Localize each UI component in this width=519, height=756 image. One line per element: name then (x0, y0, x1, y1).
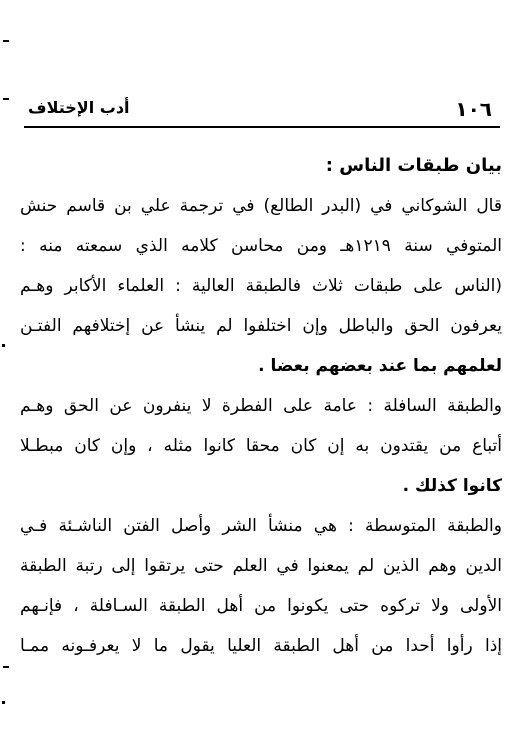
text-line: والطبقة المتوسطة : هي منشأ الشر وأصل الفتن الناشـئة فـي (20, 516, 502, 536)
scan-mark (2, 344, 5, 347)
text-line: يعرفون الحق والباطل وإن اختلفوا لم ينشأ عن إختلافهم الفتـن (20, 316, 502, 336)
scan-mark (3, 98, 9, 100)
text-line: والطبقة السافلة : عامة على الفطرة لا ينفرون عن الحق وهـم (20, 396, 502, 416)
text-line: المتوفي سنة ١٢١٩هـ ومن محاسن كلامه الذي سمعته منه : (20, 236, 502, 256)
text-line: لعلمهم بما عند بعضهم بعضا . (258, 356, 502, 376)
text-line: الأولى ولا تركوه حتى يكونوا من أهل الطبقة السـافلة ، فإنـهم (20, 596, 502, 616)
scan-mark (3, 666, 9, 668)
section-heading: بيان طبقات الناس : (325, 155, 502, 176)
page-body (20, 147, 502, 667)
scan-mark (2, 701, 5, 704)
page-header (22, 97, 500, 125)
header-rule (24, 126, 500, 128)
page-number: ١٠٦ (455, 97, 492, 121)
text-line: إذا رأوا أحدا من أهل الطبقة العليا يقول ما لا يعرفـونه ممـا (20, 636, 502, 656)
scan-mark (3, 40, 9, 42)
running-title: أدب الإختلاف (28, 98, 130, 117)
text-line: أتباع من يقتدون به إن كان محقا كانوا مثله ، وإن كان مبطـلا (20, 436, 502, 456)
text-line: كانوا كذلك . (402, 476, 502, 496)
text-line: (الناس على طبقات ثلاث فالطبقة العالية : العلماء الأكابر وهـم (20, 276, 502, 296)
text-line: الدين وهم الذين لم يمعنوا في العلم حتى يرتقوا إلى رتبة الطبقة (20, 556, 502, 576)
text-line: قال الشوكاني في (البدر الطالع) في ترجمة علي بن قاسم حنش (20, 196, 502, 216)
